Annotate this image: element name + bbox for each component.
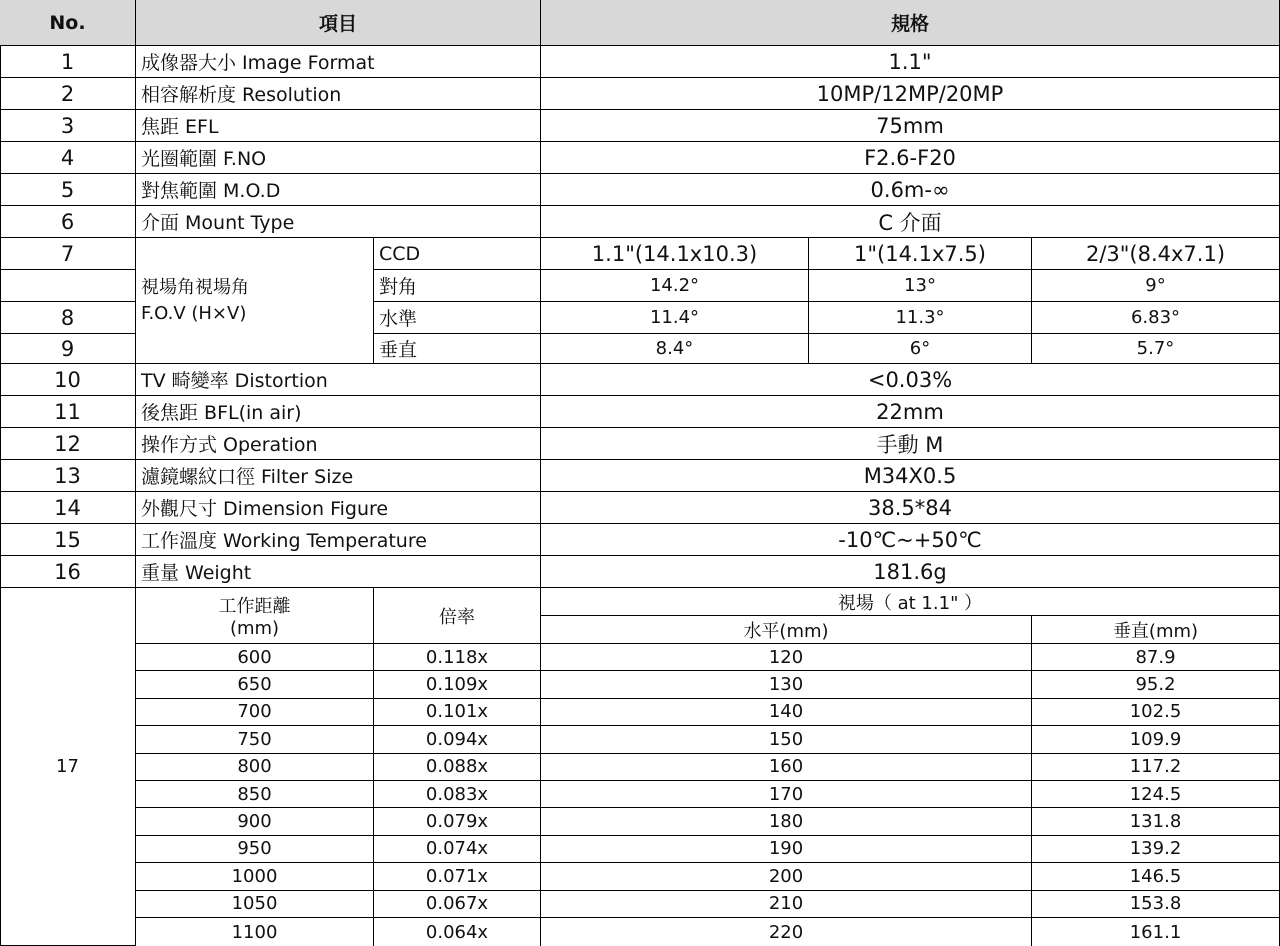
wd-horizontal-cell: 150 xyxy=(541,726,1032,753)
row-no: 6 xyxy=(0,206,136,238)
wd-horizontal-cell: 140 xyxy=(541,699,1032,726)
wd-distance-cell: 950 xyxy=(136,836,374,863)
wd-magnification-cell: 0.088x xyxy=(374,754,541,781)
wd-distance-header-line1: 工作距離 xyxy=(218,596,291,617)
wd-magnification-cell: 0.118x xyxy=(374,644,541,671)
wd-distance-cell: 800 xyxy=(136,754,374,781)
row-item: 焦距 EFL xyxy=(136,110,541,142)
header-no: No. xyxy=(0,0,136,46)
wd-magnification-cell: 0.083x xyxy=(374,781,541,808)
row-no: 16 xyxy=(0,556,136,588)
wd-horizontal-cell: 200 xyxy=(541,863,1032,890)
row-no: 12 xyxy=(0,428,136,460)
wd-magnification-cell: 0.071x xyxy=(374,863,541,890)
fov-horizontal-value: 6.83° xyxy=(1032,302,1280,334)
wd-vertical-cell: 153.8 xyxy=(1032,891,1280,918)
wd-horizontal-cell: 130 xyxy=(541,671,1032,698)
row-spec: 10MP/12MP/20MP xyxy=(541,78,1280,110)
row-no: 14 xyxy=(0,492,136,524)
wd-distance-header-line2: (mm) xyxy=(229,618,280,639)
wd-horizontal-cell: 160 xyxy=(541,754,1032,781)
row-item: 相容解析度 Resolution xyxy=(136,78,541,110)
wd-horizontal-cell: 220 xyxy=(541,918,1032,946)
wd-vertical-cell: 102.5 xyxy=(1032,699,1280,726)
wd-distance-cell: 600 xyxy=(136,644,374,671)
row-spec: 75mm xyxy=(541,110,1280,142)
row-no: 3 xyxy=(0,110,136,142)
row-no: 5 xyxy=(0,174,136,206)
row-spec: C 介面 xyxy=(541,206,1280,238)
row-spec: 1.1" xyxy=(541,46,1280,78)
wd-vertical-cell: 109.9 xyxy=(1032,726,1280,753)
wd-magnification-cell: 0.074x xyxy=(374,836,541,863)
wd-horizontal-cell: 170 xyxy=(541,781,1032,808)
fov-no-horizontal: 8 xyxy=(0,302,136,334)
row-no: 13 xyxy=(0,460,136,492)
wd-vertical-cell: 161.1 xyxy=(1032,918,1280,946)
fov-no-vertical: 9 xyxy=(0,334,136,364)
fov-horizontal-label: 水準 xyxy=(374,302,541,334)
wd-horizontal-cell: 190 xyxy=(541,836,1032,863)
fov-ccd-value: 2/3"(8.4x7.1) xyxy=(1032,238,1280,270)
fov-diagonal-value: 13° xyxy=(809,270,1032,302)
row-spec: 22mm xyxy=(541,396,1280,428)
row-item: 濾鏡螺紋口徑 Filter Size xyxy=(136,460,541,492)
fov-vertical-label: 垂直 xyxy=(374,334,541,364)
fov-no-diagonal xyxy=(0,270,136,302)
wd-magnification-cell: 0.079x xyxy=(374,808,541,835)
wd-horizontal-cell: 120 xyxy=(541,644,1032,671)
wd-distance-cell: 1050 xyxy=(136,891,374,918)
wd-vertical-header: 垂直(mm) xyxy=(1032,616,1280,644)
fov-ccd-value: 1.1"(14.1x10.3) xyxy=(541,238,809,270)
wd-distance-cell: 650 xyxy=(136,671,374,698)
fov-label xyxy=(136,238,374,364)
row-spec: 38.5*84 xyxy=(541,492,1280,524)
row-spec: 手動 M xyxy=(541,428,1280,460)
row-item: 外觀尺寸 Dimension Figure xyxy=(136,492,541,524)
fov-ccd-label: CCD xyxy=(374,238,541,270)
row-item: 工作溫度 Working Temperature xyxy=(136,524,541,556)
fov-vertical-value: 6° xyxy=(809,334,1032,364)
wd-magnification-cell: 0.094x xyxy=(374,726,541,753)
row-item: 重量 Weight xyxy=(136,556,541,588)
wd-vertical-cell: 117.2 xyxy=(1032,754,1280,781)
wd-horizontal-cell: 210 xyxy=(541,891,1032,918)
fov-diagonal-value: 9° xyxy=(1032,270,1280,302)
row-item: 對焦範圍 M.O.D xyxy=(136,174,541,206)
wd-magnification-cell: 0.064x xyxy=(374,918,541,946)
wd-distance-header xyxy=(136,588,374,644)
fov-vertical-value: 8.4° xyxy=(541,334,809,364)
row-item: 光圈範圍 F.NO xyxy=(136,142,541,174)
wd-magnification-header: 倍率 xyxy=(374,588,541,644)
row-spec: 181.6g xyxy=(541,556,1280,588)
fov-no-ccd: 7 xyxy=(0,238,136,270)
wd-horizontal-cell: 180 xyxy=(541,808,1032,835)
wd-distance-cell: 900 xyxy=(136,808,374,835)
row-no: 2 xyxy=(0,78,136,110)
wd-horizontal-header: 水平(mm) xyxy=(541,616,1032,644)
row-item: 操作方式 Operation xyxy=(136,428,541,460)
row-item: 成像器大小 Image Format xyxy=(136,46,541,78)
row-item: 後焦距 BFL(in air) xyxy=(136,396,541,428)
wd-vertical-cell: 139.2 xyxy=(1032,836,1280,863)
wd-no: 17 xyxy=(0,588,136,946)
fov-diagonal-label: 對角 xyxy=(374,270,541,302)
row-item: TV 畸變率 Distortion xyxy=(136,364,541,396)
fov-horizontal-value: 11.4° xyxy=(541,302,809,334)
wd-magnification-cell: 0.109x xyxy=(374,671,541,698)
wd-distance-cell: 750 xyxy=(136,726,374,753)
row-spec: -10℃~+50℃ xyxy=(541,524,1280,556)
wd-distance-cell: 850 xyxy=(136,781,374,808)
fov-label-line2: F.O.V (H×V) xyxy=(141,302,247,324)
row-spec: <0.03% xyxy=(541,364,1280,396)
fov-label-line1: 視場角視場角 xyxy=(141,276,249,298)
row-no: 1 xyxy=(0,46,136,78)
row-spec: F2.6-F20 xyxy=(541,142,1280,174)
header-spec: 規格 xyxy=(541,0,1280,46)
wd-vertical-cell: 124.5 xyxy=(1032,781,1280,808)
wd-vertical-cell: 87.9 xyxy=(1032,644,1280,671)
row-no: 10 xyxy=(0,364,136,396)
row-spec: M34X0.5 xyxy=(541,460,1280,492)
wd-distance-cell: 1000 xyxy=(136,863,374,890)
row-no: 11 xyxy=(0,396,136,428)
fov-ccd-value: 1"(14.1x7.5) xyxy=(809,238,1032,270)
fov-horizontal-value: 11.3° xyxy=(809,302,1032,334)
wd-vertical-cell: 95.2 xyxy=(1032,671,1280,698)
header-item: 項目 xyxy=(136,0,541,46)
row-no: 15 xyxy=(0,524,136,556)
wd-magnification-cell: 0.067x xyxy=(374,891,541,918)
wd-field-header: 視場（ at 1.1" ） xyxy=(541,588,1280,616)
row-item: 介面 Mount Type xyxy=(136,206,541,238)
fov-diagonal-value: 14.2° xyxy=(541,270,809,302)
wd-vertical-cell: 146.5 xyxy=(1032,863,1280,890)
wd-distance-cell: 700 xyxy=(136,699,374,726)
row-no: 4 xyxy=(0,142,136,174)
wd-magnification-cell: 0.101x xyxy=(374,699,541,726)
wd-distance-cell: 1100 xyxy=(136,918,374,946)
row-spec: 0.6m-∞ xyxy=(541,174,1280,206)
fov-vertical-value: 5.7° xyxy=(1032,334,1280,364)
wd-vertical-cell: 131.8 xyxy=(1032,808,1280,835)
